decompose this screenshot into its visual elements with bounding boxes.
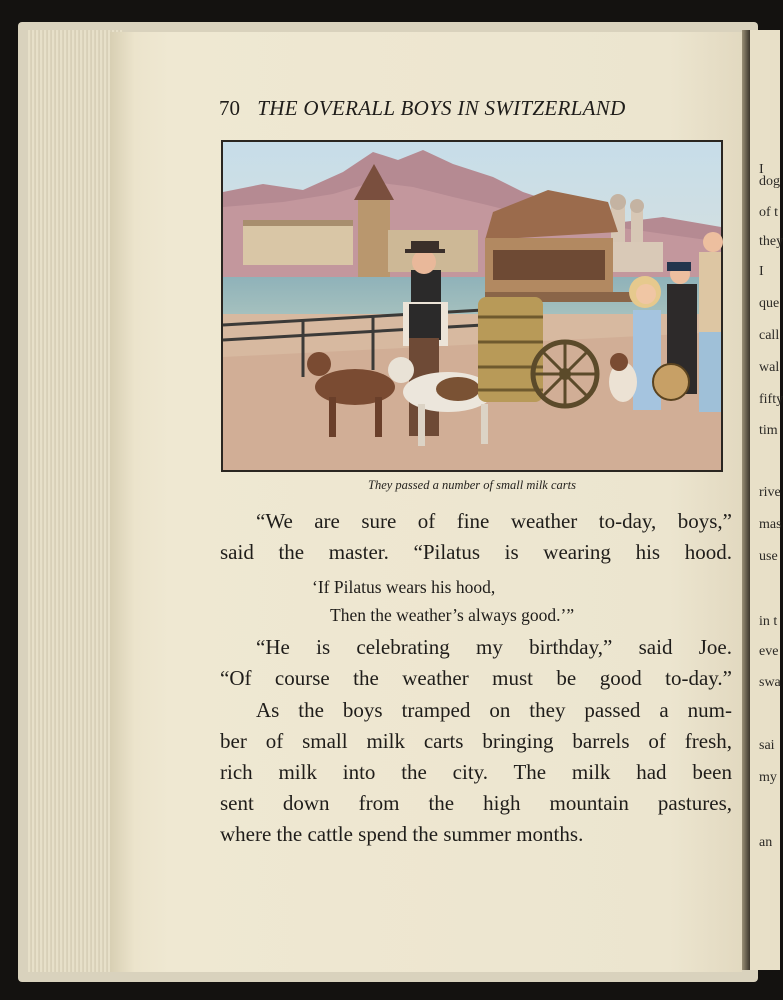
facing-fragment: que [759, 296, 780, 311]
text-line: ber of small milk carts bringing barrels of fresh, [220, 729, 732, 753]
facing-fragment: of t [759, 205, 779, 220]
facing-fragment: I [759, 264, 764, 279]
text-line: “Of course the weather must be good to-day.” [220, 666, 732, 690]
facing-fragment: an [759, 835, 773, 850]
facing-fragment: tim [759, 423, 778, 438]
text-line: where the cattle spend the summer months. [220, 822, 584, 846]
facing-fragment: fifty [759, 392, 783, 407]
illustration-milk-carts [221, 140, 723, 472]
verse-line-1: ‘If Pilatus wears his hood, [312, 577, 496, 597]
facing-fragment: use [759, 549, 778, 564]
facing-fragment: they [759, 234, 783, 249]
facing-fragment: eve [759, 644, 779, 659]
facing-fragment: wal [759, 360, 780, 375]
running-header [219, 96, 699, 121]
paragraph-2 [220, 632, 732, 694]
paragraph-1 [220, 506, 732, 568]
verse-line-2: Then the weather’s always good.’” [330, 605, 575, 625]
facing-fragment: I [759, 162, 764, 177]
facing-fragment: sai [759, 738, 775, 753]
text-line: said the master. “Pilatus is wearing his hood. [220, 540, 732, 564]
illustration-caption: They passed a number of small milk carts [368, 478, 576, 492]
text-line: rich milk into the city. The milk had been [220, 760, 732, 784]
paragraph-3 [220, 695, 732, 850]
text-line: sent down from the high mountain pastures, [220, 791, 732, 815]
book-gutter [742, 30, 750, 970]
facing-fragment: swa [759, 675, 781, 690]
facing-page [750, 30, 783, 970]
page-edges [28, 30, 123, 972]
facing-fragment: mas [759, 517, 782, 532]
facing-fragment: my [759, 770, 777, 785]
text-line: “He is celebrating my birthday,” said Joe. [256, 635, 732, 659]
old-town-buildings [243, 220, 353, 265]
text-line: “We are sure of fine weather to-day, boys,” [256, 509, 732, 533]
facing-fragment: rive [759, 485, 781, 500]
illustration-art [223, 142, 721, 470]
facing-fragment: call [759, 328, 780, 343]
running-title: THE OVERALL BOYS IN SWITZERLAND [257, 96, 626, 120]
page-number: 70 [219, 96, 240, 120]
facing-fragment: in t [759, 614, 778, 629]
facing-fragment: dog [759, 174, 780, 189]
text-line: As the boys tramped on they passed a num- [256, 698, 732, 722]
